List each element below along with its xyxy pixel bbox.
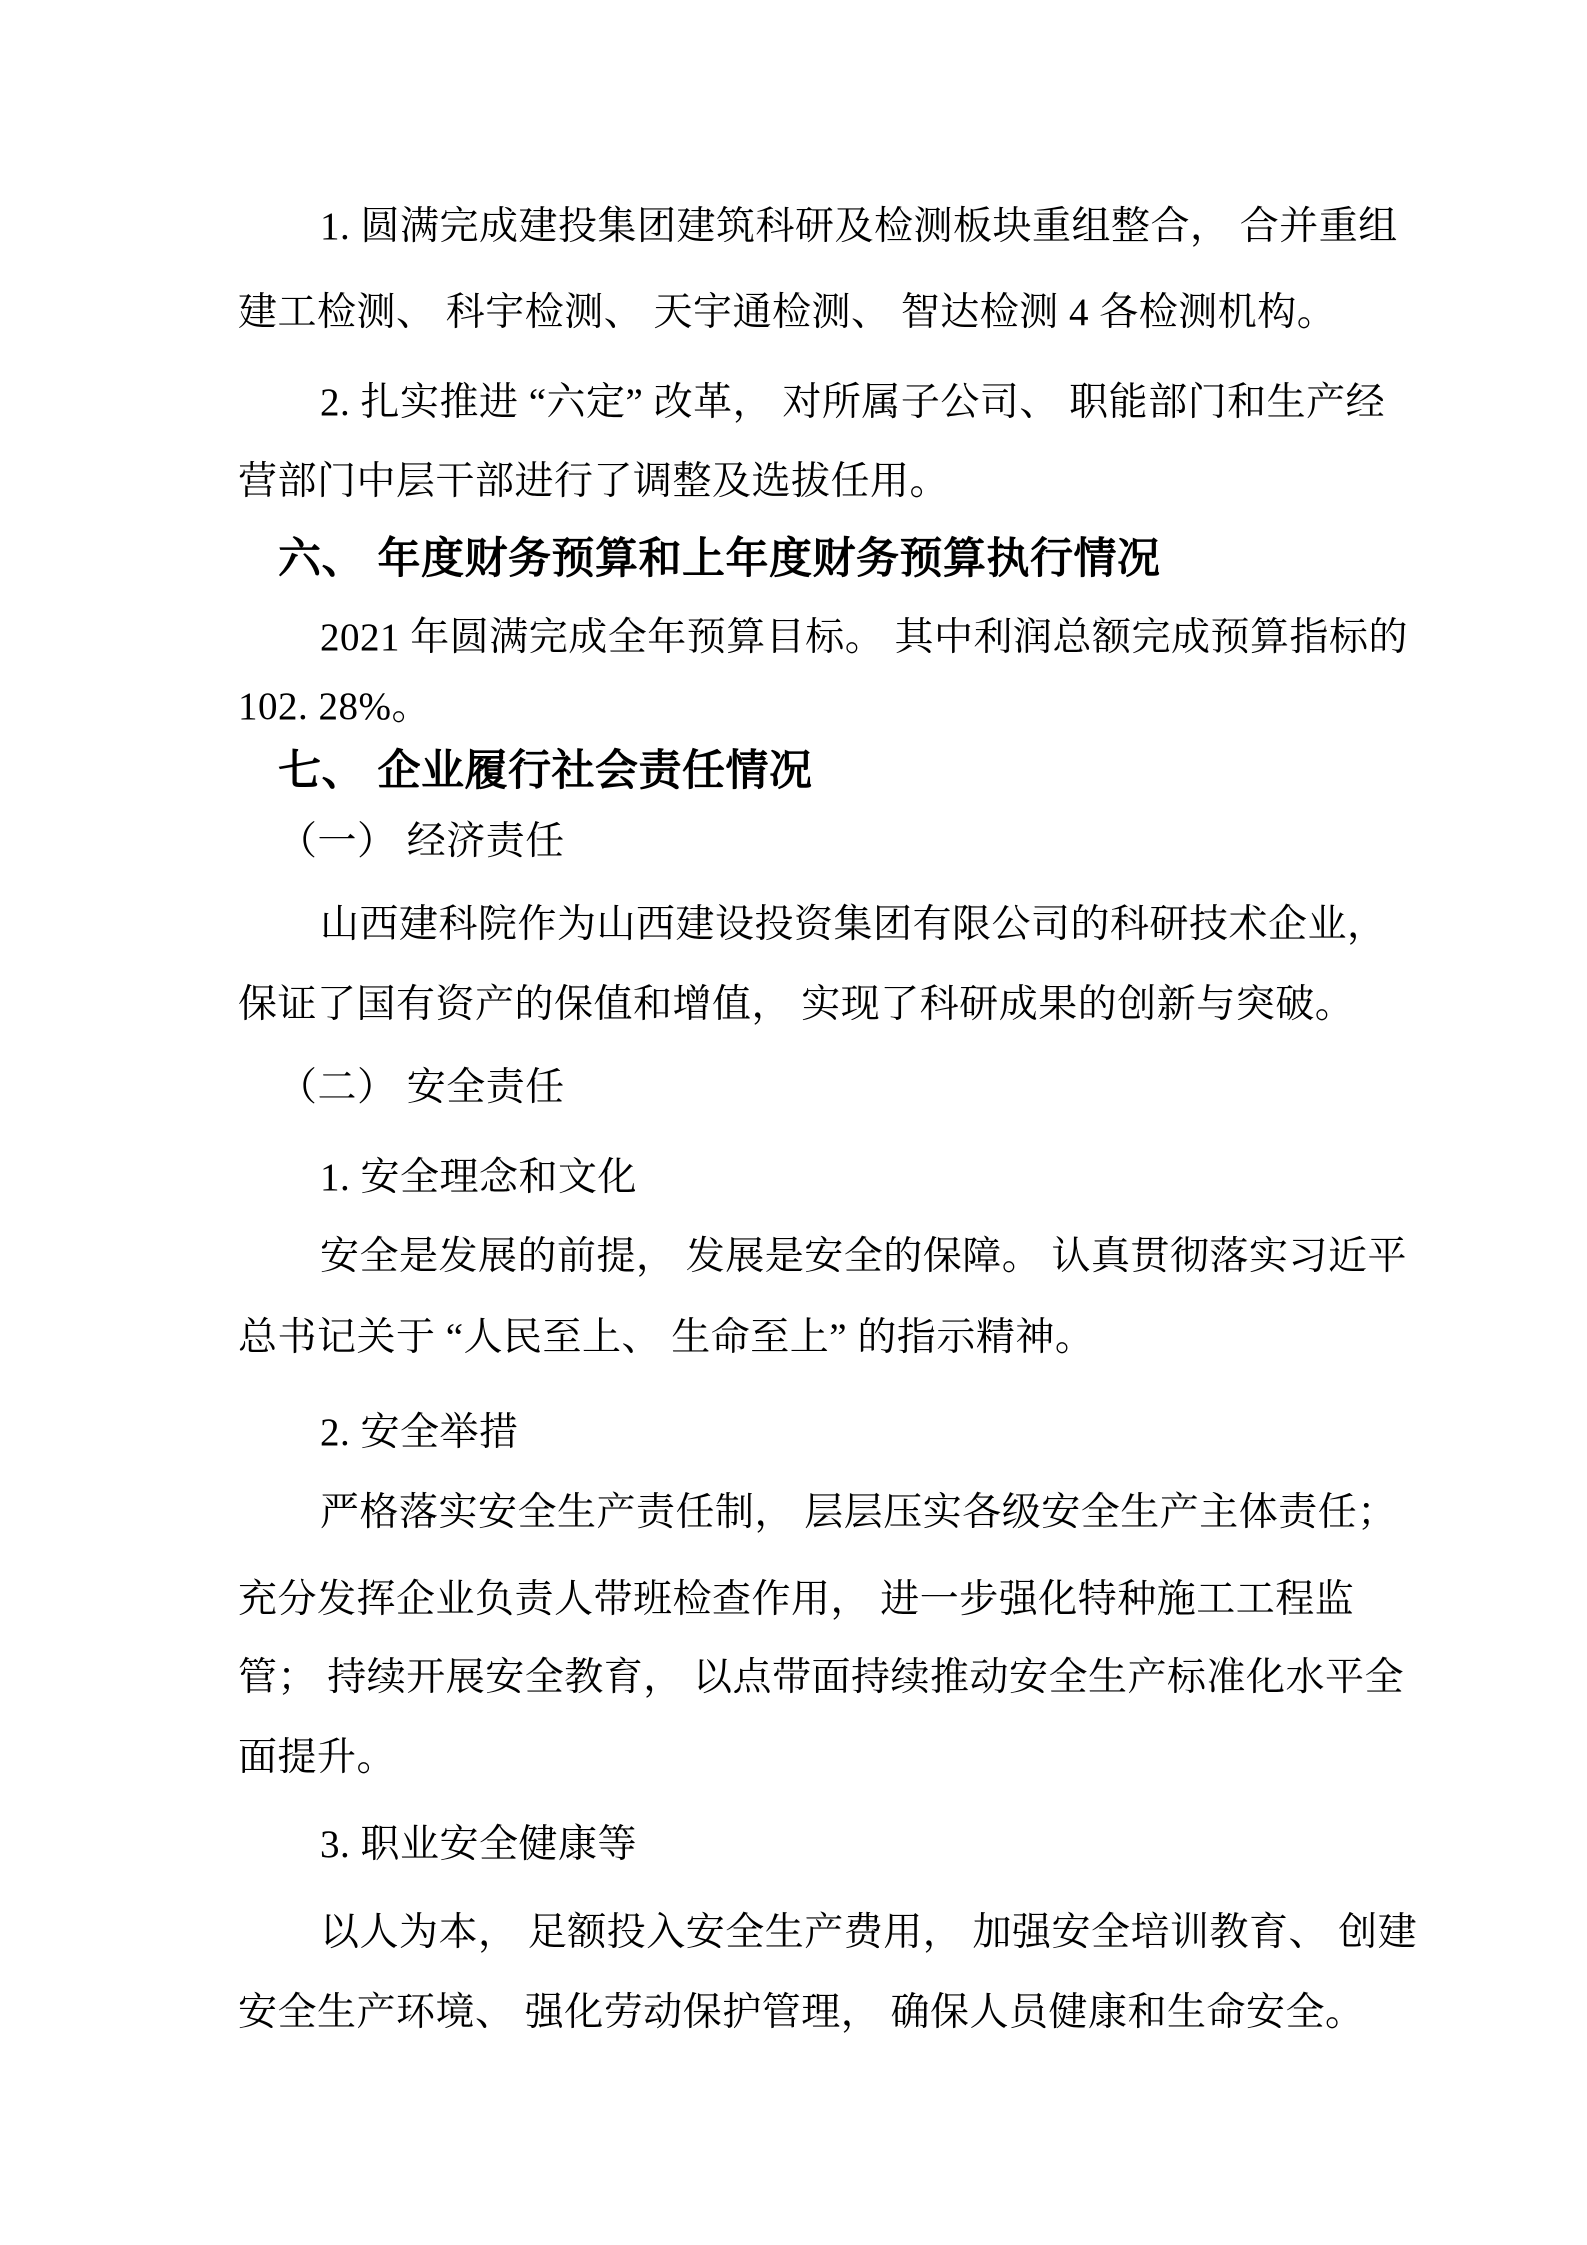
paragraph-line: 面提升。 — [238, 1736, 397, 1779]
paragraph-line: 营部门中层干部进行了调整及选拔任用。 — [238, 460, 950, 503]
paragraph-line: 保证了国有资产的保值和增值， 实现了科研成果的创新与突破。 — [238, 983, 1355, 1026]
paragraph-line: 严格落实安全生产责任制， 层层压实各级安全生产主体责任； — [320, 1491, 1397, 1534]
paragraph-line: 山西建科院作为山西建设投资集团有限公司的科研技术企业， — [320, 903, 1387, 946]
paragraph-line: 2. 扎实推进 “六定” 改革， 对所属子公司、 职能部门和生产经 — [320, 381, 1386, 424]
paragraph-line: 充分发挥企业负责人带班检查作用， 进一步强化特种施工工程监 — [238, 1578, 1355, 1621]
paragraph-line: 安全是发展的前提， 发展是安全的保障。 认真贯彻落实习近平 — [320, 1235, 1408, 1278]
list-item-heading: 3. 职业安全健康等 — [320, 1823, 638, 1866]
paragraph-line: 安全生产环境、 强化劳动保护管理， 确保人员健康和生命安全。 — [238, 1991, 1365, 2034]
section-heading: 七、 企业履行社会责任情况 — [278, 747, 813, 795]
paragraph-line: 总书记关于 “人民至上、 生命至上” 的指示精神。 — [238, 1316, 1095, 1359]
paragraph-line: 管； 持续开展安全教育， 以点带面持续推动安全生产标准化水平全 — [238, 1656, 1405, 1699]
list-item-heading: 1. 安全理念和文化 — [320, 1156, 638, 1199]
subsection-label: （一） 经济责任 — [278, 820, 565, 863]
paragraph-line: 建工检测、 科宇检测、 天宇通检测、 智达检测 4 各检测机构。 — [238, 291, 1337, 334]
paragraph-line: 以人为本， 足额投入安全生产费用， 加强安全培训教育、 创建 — [320, 1911, 1418, 1954]
paragraph-line: 2021 年圆满完成全年预算目标。 其中利润总额完成预算指标的 — [320, 616, 1409, 659]
paragraph-line: 102. 28%。 — [238, 685, 431, 728]
paragraph-line: 1. 圆满完成建投集团建筑科研及检测板块重组整合， 合并重组 — [320, 205, 1398, 248]
subsection-label: （二） 安全责任 — [278, 1066, 565, 1109]
list-item-heading: 2. 安全举措 — [320, 1411, 519, 1454]
section-heading: 六、 年度财务预算和上年度财务预算执行情况 — [278, 535, 1161, 583]
